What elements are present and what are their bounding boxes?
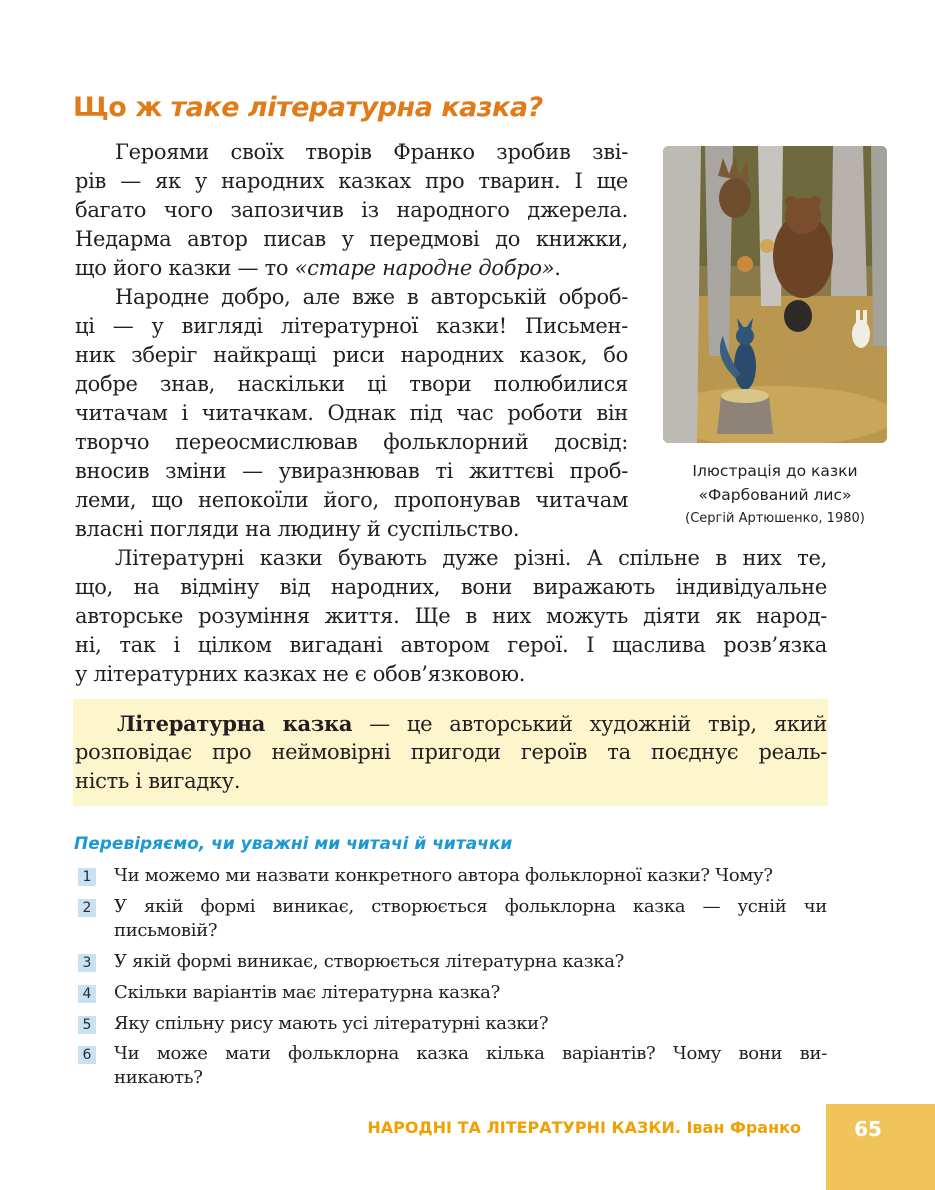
question-number: 3 bbox=[78, 954, 96, 972]
question-number: 2 bbox=[78, 899, 96, 917]
body-line: леми, що непокоїли його, пропонував читачам bbox=[75, 488, 628, 512]
forest-illustration-image bbox=[663, 146, 887, 443]
questions-heading: Перевіряємо, чи уважні ми читачі й читачки bbox=[74, 834, 513, 854]
body-line: Героями своїх творів Франко зробив зві- bbox=[115, 140, 628, 164]
question-number: 1 bbox=[78, 868, 96, 886]
body-text: . bbox=[554, 256, 561, 280]
question-text-continued: никають? bbox=[114, 1067, 203, 1088]
question-text-continued: письмовій? bbox=[114, 920, 218, 941]
question-text: У якій формі виникає, створюється фольклорна казка — усній чи bbox=[114, 896, 827, 917]
quote-text: «старе народне добро» bbox=[294, 256, 555, 280]
section-heading bbox=[73, 92, 543, 123]
section-heading-upright: Що ж bbox=[73, 92, 162, 123]
definition-box bbox=[73, 699, 828, 806]
body-line: Народне добро, але вже в авторській оброб- bbox=[115, 285, 628, 309]
body-line: Недарма автор писав у передмові до книжки, bbox=[75, 227, 628, 251]
figure-caption-line: «Фарбований лис» bbox=[698, 486, 852, 504]
body-line: ні, так і цілком вигадані автором герої. І щаслива розв’язка bbox=[75, 633, 827, 657]
question-number: 5 bbox=[78, 1016, 96, 1034]
question-text: Чи можемо ми назвати конкретного автора фольклорної казки? Чому? bbox=[114, 865, 773, 886]
question-text: Скільки варіантів має літературна казка? bbox=[114, 982, 500, 1003]
running-title: НАРОДНІ ТА ЛІТЕРАТУРНІ КАЗКИ. bbox=[367, 1118, 681, 1137]
body-line: рів — як у народних казках про тварин. І ще bbox=[75, 169, 628, 193]
body-line: ці — у вигляді літературної казки! Письмен- bbox=[75, 314, 628, 338]
figure-caption-line: Ілюстрація до казки bbox=[692, 462, 858, 480]
body-line: Літературні казки бувають дуже різні. А спільне в них те, bbox=[115, 546, 827, 570]
definition-text: — це авторський художній твір, який bbox=[352, 712, 827, 736]
definition-line: розповідає про неймовірні пригоди героїв та поєднує реаль- bbox=[75, 740, 827, 764]
body-line: багато чого запозичив із народного джерела. bbox=[75, 198, 628, 222]
running-author: Іван Франко bbox=[680, 1118, 801, 1137]
definition-line bbox=[75, 709, 827, 739]
definition-term: Літературна казка bbox=[117, 711, 353, 736]
body-line: вносив зміни — увиразнював ті життєві проб- bbox=[75, 459, 628, 483]
body-line: ник зберіг найкращі риси народних казок, бо bbox=[75, 343, 628, 367]
body-line: що, на відміну від народних, вони виражають індивідуальне bbox=[75, 575, 827, 599]
page-number: 65 bbox=[854, 1117, 882, 1141]
body-line: авторське розуміння життя. Ще в них можуть діяти як народ- bbox=[75, 604, 827, 628]
body-line: власні погляди на людину й суспільство. bbox=[75, 517, 520, 541]
section-heading-italic: таке літературна казка? bbox=[161, 92, 543, 123]
body-line: добре знав, наскільки ці твори полюбилися bbox=[75, 372, 628, 396]
figure-caption-credit: (Сергій Артюшенко, 1980) bbox=[685, 511, 865, 526]
body-line: читачам і читачкам. Однак під час роботи він bbox=[75, 401, 628, 425]
question-text: Чи може мати фольклорна казка кілька варіантів? Чому вони ви- bbox=[114, 1043, 827, 1064]
page-number-tab bbox=[826, 1104, 935, 1190]
running-footer bbox=[367, 1118, 801, 1137]
question-text: Яку спільну рису мають усі літературні казки? bbox=[114, 1013, 549, 1034]
body-line bbox=[75, 254, 628, 283]
question-text: У якій формі виникає, створюється літературна казка? bbox=[114, 951, 624, 972]
body-text: що його казки — то bbox=[75, 256, 295, 280]
body-line: у літературних казках не є обов’язковою. bbox=[75, 662, 526, 686]
definition-line: ність і вигадку. bbox=[75, 769, 241, 793]
body-line: творчо переосмислював фольклорний досвід: bbox=[75, 430, 628, 454]
fairy-tale-illustration bbox=[663, 146, 887, 443]
question-number: 6 bbox=[78, 1046, 96, 1064]
question-number: 4 bbox=[78, 985, 96, 1003]
